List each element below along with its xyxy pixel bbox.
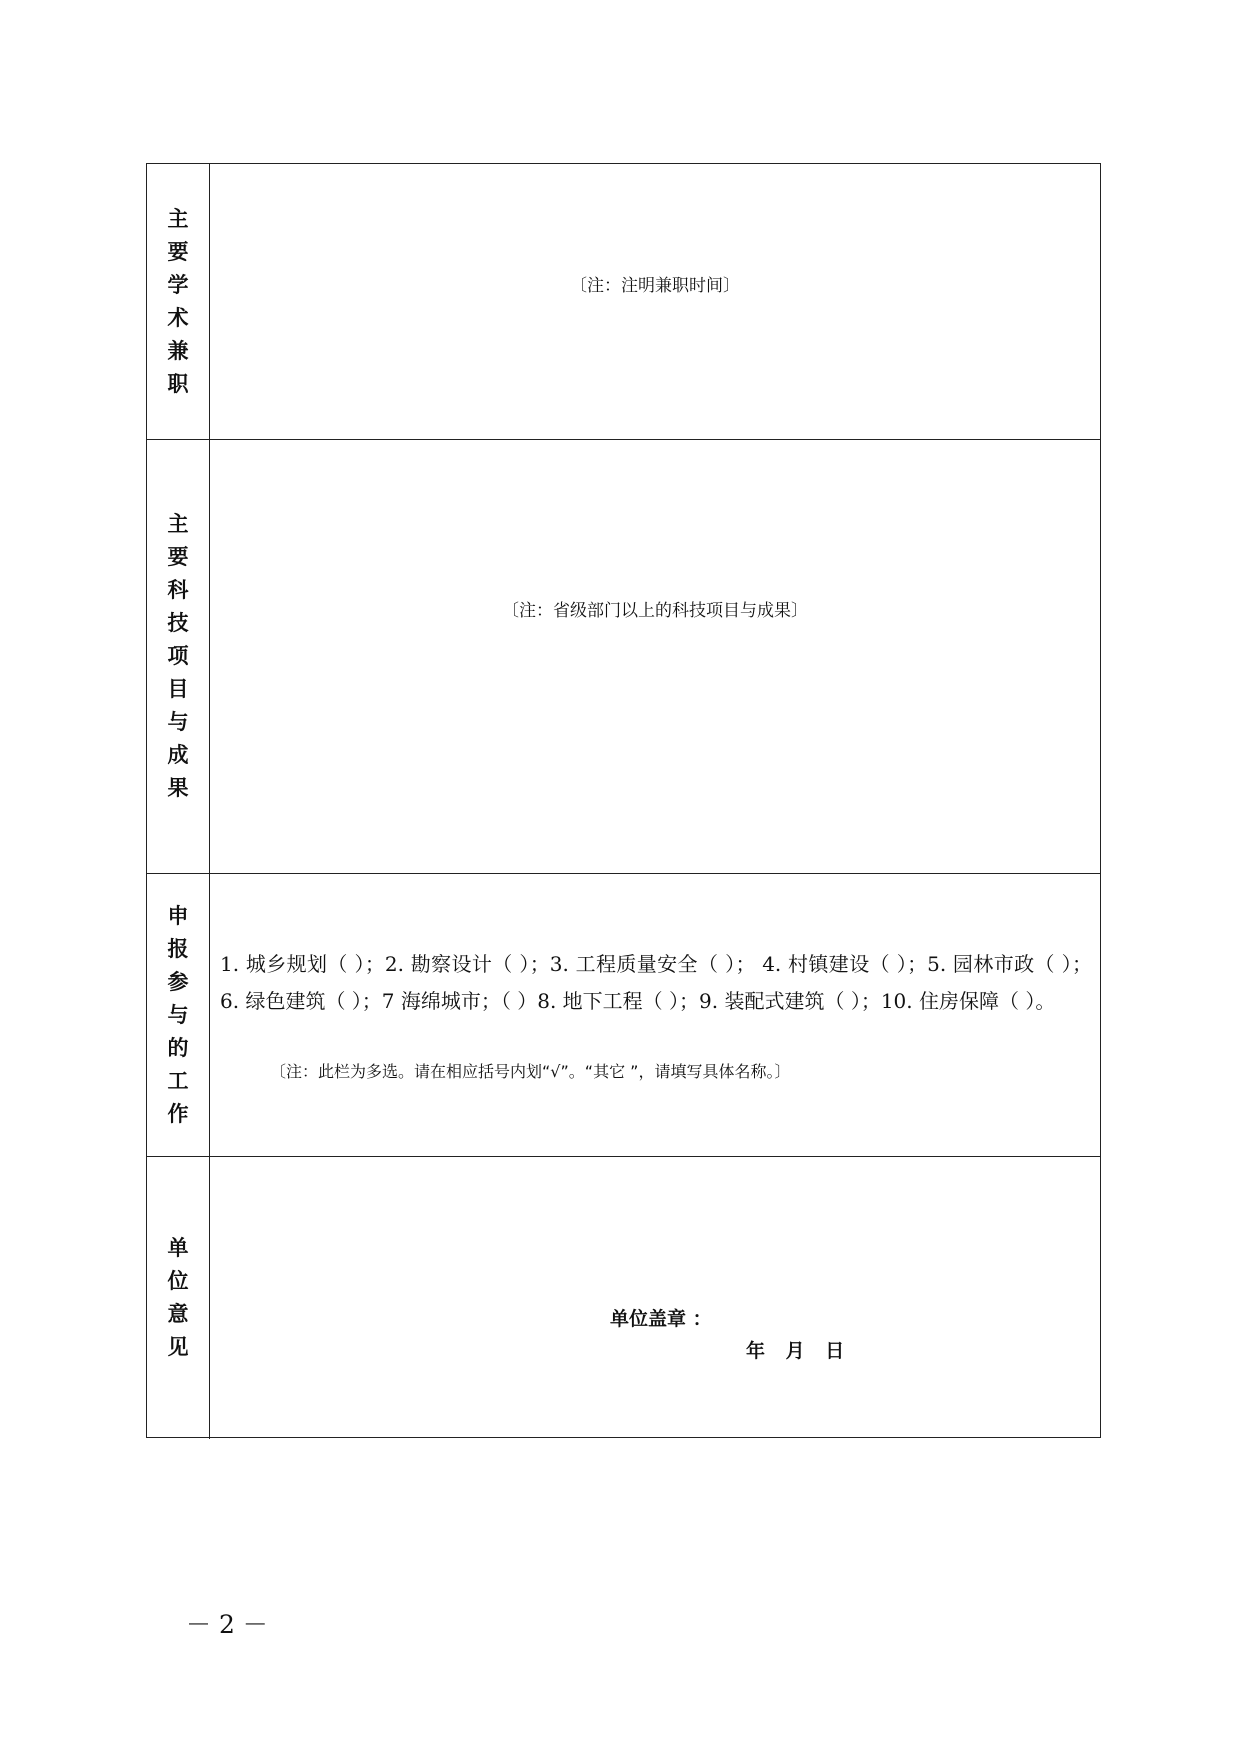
label-char: 与 bbox=[167, 710, 189, 734]
label-char: 学 bbox=[167, 272, 189, 297]
label-char: 职 bbox=[167, 371, 189, 396]
academic-positions-field[interactable] bbox=[210, 164, 1100, 439]
academic-positions-label bbox=[147, 164, 210, 439]
label-char: 要 bbox=[167, 239, 189, 264]
projects-note: 〔注：省级部门以上的科技项目与成果〕 bbox=[502, 601, 808, 621]
label-char: 兼 bbox=[167, 338, 189, 363]
unit-opinion-row bbox=[147, 1157, 1100, 1439]
projects-row bbox=[147, 440, 1100, 874]
label-char: 成 bbox=[167, 743, 189, 767]
work-areas-field[interactable] bbox=[210, 874, 1100, 1156]
academic-positions-note: 〔注：注明兼职时间〕 bbox=[570, 276, 740, 296]
label-char: 与 bbox=[167, 1002, 189, 1027]
label-char: 要 bbox=[167, 545, 189, 569]
application-form-table bbox=[146, 163, 1101, 1438]
unit-opinion-field[interactable] bbox=[210, 1157, 1100, 1439]
label-char: 位 bbox=[167, 1269, 189, 1293]
label-char: 申 bbox=[167, 903, 189, 928]
projects-label bbox=[147, 440, 210, 873]
date-label: 年 月 日 bbox=[746, 1340, 845, 1362]
work-areas-label bbox=[147, 874, 210, 1156]
label-char: 目 bbox=[167, 677, 189, 701]
label-char: 的 bbox=[167, 1035, 189, 1060]
label-char: 意 bbox=[167, 1302, 189, 1326]
label-char: 参 bbox=[167, 969, 189, 994]
unit-opinion-label bbox=[147, 1157, 210, 1439]
label-char: 技 bbox=[167, 611, 189, 635]
label-char: 主 bbox=[167, 512, 189, 536]
projects-field[interactable] bbox=[210, 440, 1100, 873]
work-areas-row bbox=[147, 874, 1100, 1157]
label-char: 报 bbox=[167, 936, 189, 961]
label-char: 单 bbox=[167, 1236, 189, 1260]
label-char: 主 bbox=[167, 206, 189, 231]
label-char: 项 bbox=[167, 644, 189, 668]
label-char: 科 bbox=[167, 578, 189, 602]
page-number: － 2 － bbox=[186, 1610, 268, 1639]
work-areas-note: 〔注：此栏为多选。请在相应括号内划“√”。“其它 ”，请填写具体名称。〕 bbox=[270, 1062, 791, 1081]
label-char: 术 bbox=[167, 305, 189, 330]
academic-positions-row bbox=[147, 164, 1100, 440]
label-char: 见 bbox=[167, 1335, 189, 1359]
work-areas-options[interactable]: 1. 城乡规划（ ）；2. 勘察设计（ ）；3. 工程质量安全（ ）； 4. 村镇建设（ ）；5. 园林市政（ ）；6. 绿色建筑（ ）；7 海绵城市；（ ）8. 地下工程（ ）；9. 装配式建筑（ ）；10. 住房保障（ ）。 bbox=[220, 952, 1092, 1013]
label-char: 工 bbox=[167, 1068, 189, 1093]
unit-seal-label: 单位盖章 ： bbox=[610, 1308, 712, 1330]
label-char: 作 bbox=[167, 1101, 189, 1126]
label-char: 果 bbox=[167, 776, 189, 800]
